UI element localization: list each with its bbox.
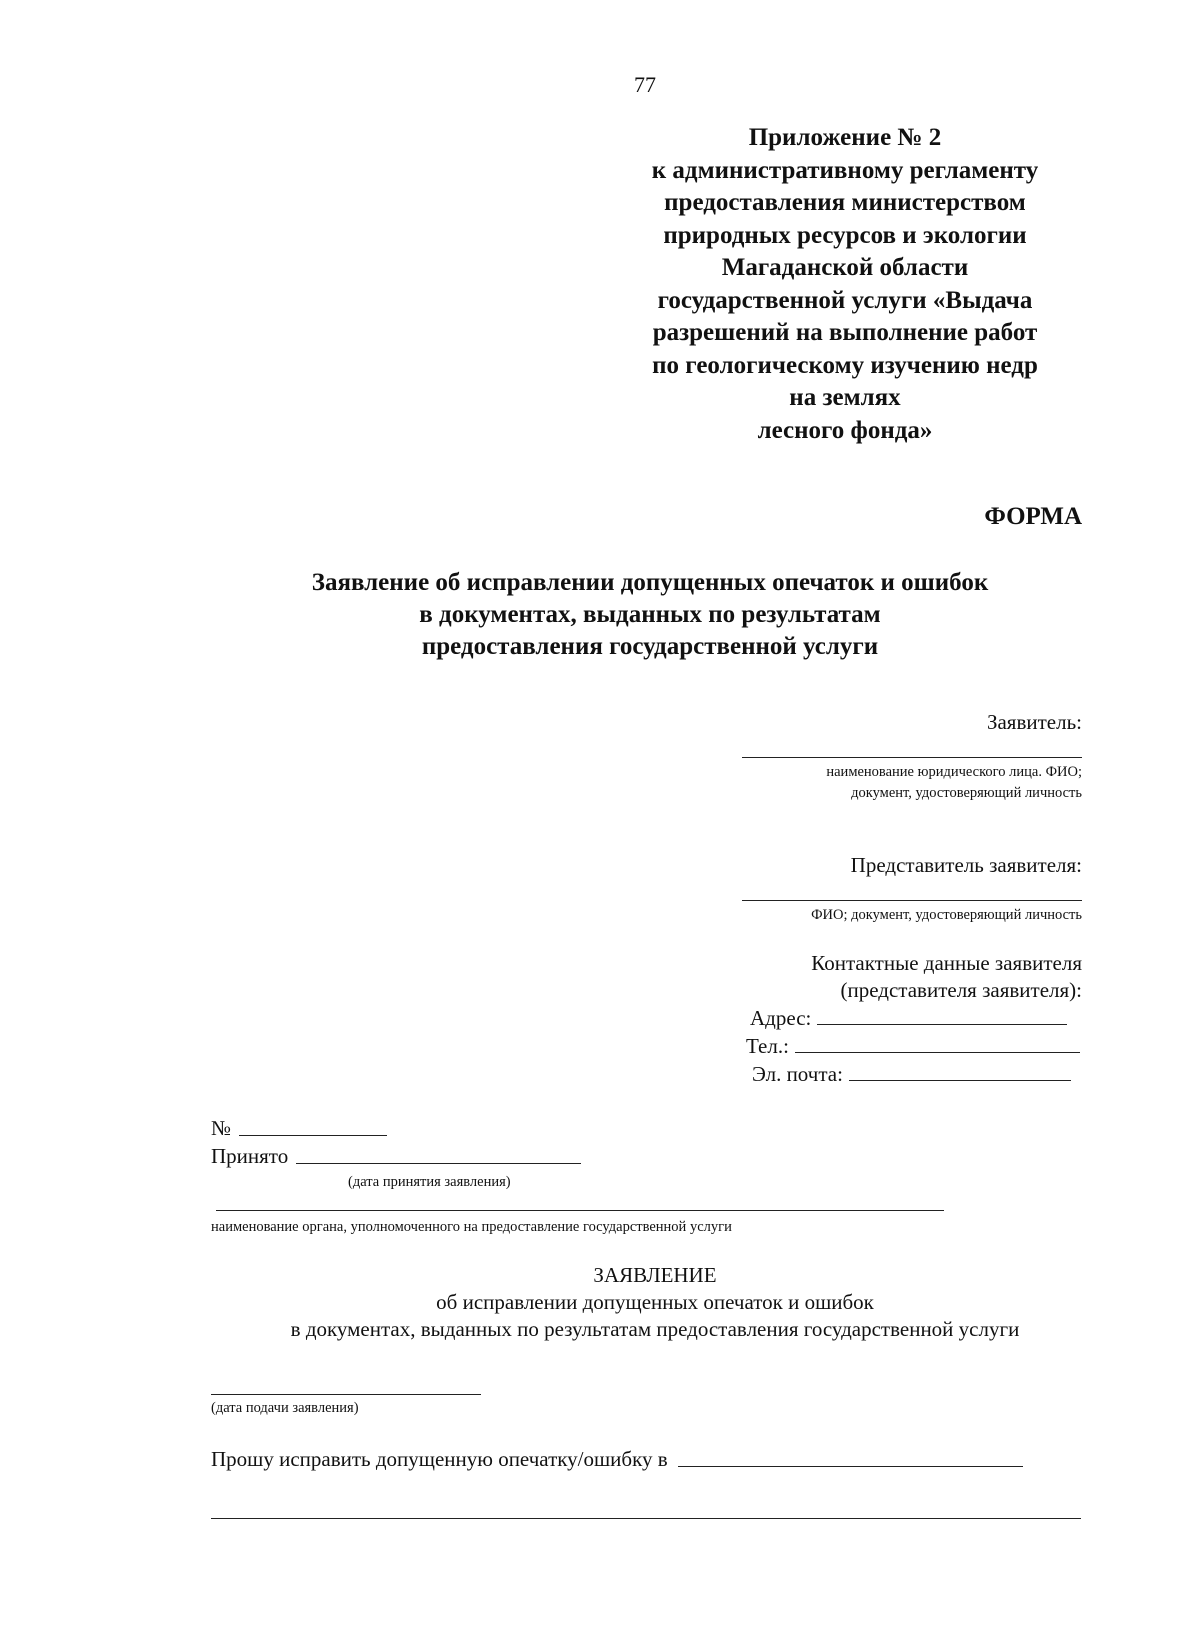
appendix-line: к административному регламенту [651,156,1039,184]
email-label: Эл. почта: [752,1062,843,1086]
statement-title-line: об исправлении допущенных опечаток и ошибок [436,1290,874,1314]
appendix-line: предоставления министерством [664,189,1026,216]
address-field[interactable] [817,1024,1067,1025]
authority-field[interactable] [216,1210,944,1211]
applicant-label: Заявитель: [986,710,1082,734]
number-label: № [211,1116,232,1140]
contacts-heading [811,950,1082,1004]
submission-date-hint: (дата подачи заявления) [211,1400,359,1416]
appendix-line: Магаданской области [721,254,969,281]
applicant-hint [826,762,1082,804]
address-row [750,1006,1067,1031]
appendix-line: на землях [789,384,901,411]
applicant-hint-line: наименование юридического лица. ФИО; [826,764,1082,780]
form-title-line: предоставления государственной услуги [421,633,879,660]
accepted-date-field[interactable] [296,1163,581,1164]
statement-title [0,1262,1200,1343]
accepted-label: Принято [211,1144,289,1168]
form-title [200,567,1100,663]
phone-field[interactable] [795,1052,1080,1053]
representative-hint: ФИО; документ, удостоверяющий личность [811,907,1082,923]
request-text: Прошу исправить допущенную опечатку/ошибку в [211,1447,668,1471]
submission-date-field[interactable] [211,1394,481,1395]
contacts-heading-line: Контактные данные заявителя [811,951,1082,975]
forma-label: ФОРМА [984,503,1082,530]
phone-row [746,1034,1080,1059]
phone-label: Тел.: [746,1034,789,1058]
number-field[interactable] [239,1135,387,1136]
email-row [752,1062,1071,1087]
request-document-field[interactable] [678,1466,1023,1467]
appendix-line: государственной услуги «Выдача [657,286,1033,314]
accepted-hint: (дата принятия заявления) [348,1174,511,1190]
form-title-line: Заявление об исправлении допущенных опечаток и ошибок [311,569,989,596]
applicant-hint-line: документ, удостоверяющий личность [851,785,1082,801]
request-row [211,1447,1023,1472]
address-label: Адрес: [750,1006,812,1030]
statement-title-line: в документах, выданных по результатам предоставления государственной услуги [290,1317,1020,1341]
appendix-line: разрешений на выполнение работ [652,319,1038,346]
request-continuation-field[interactable] [211,1518,1081,1519]
form-title-line: в документах, выданных по результатам [419,601,881,628]
appendix-line: по геологическому изучению недр [652,351,1038,379]
authority-hint: наименование органа, уполномоченного на предоставление государственной услуги [211,1219,732,1235]
representative-field[interactable] [742,900,1082,901]
representative-label: Представитель заявителя: [850,853,1082,877]
appendix-header [620,122,1070,447]
number-row [211,1116,387,1141]
contacts-heading-line: (представителя заявителя): [840,978,1082,1002]
email-field[interactable] [849,1080,1071,1081]
applicant-field[interactable] [742,757,1082,758]
appendix-line: лесного фонда» [757,416,933,444]
statement-title-line: ЗАЯВЛЕНИЕ [593,1263,717,1287]
accepted-row [211,1144,581,1169]
appendix-line: природных ресурсов и экологии [663,221,1027,249]
appendix-line: Приложение № 2 [748,124,942,151]
page-number: 77 [634,72,656,97]
